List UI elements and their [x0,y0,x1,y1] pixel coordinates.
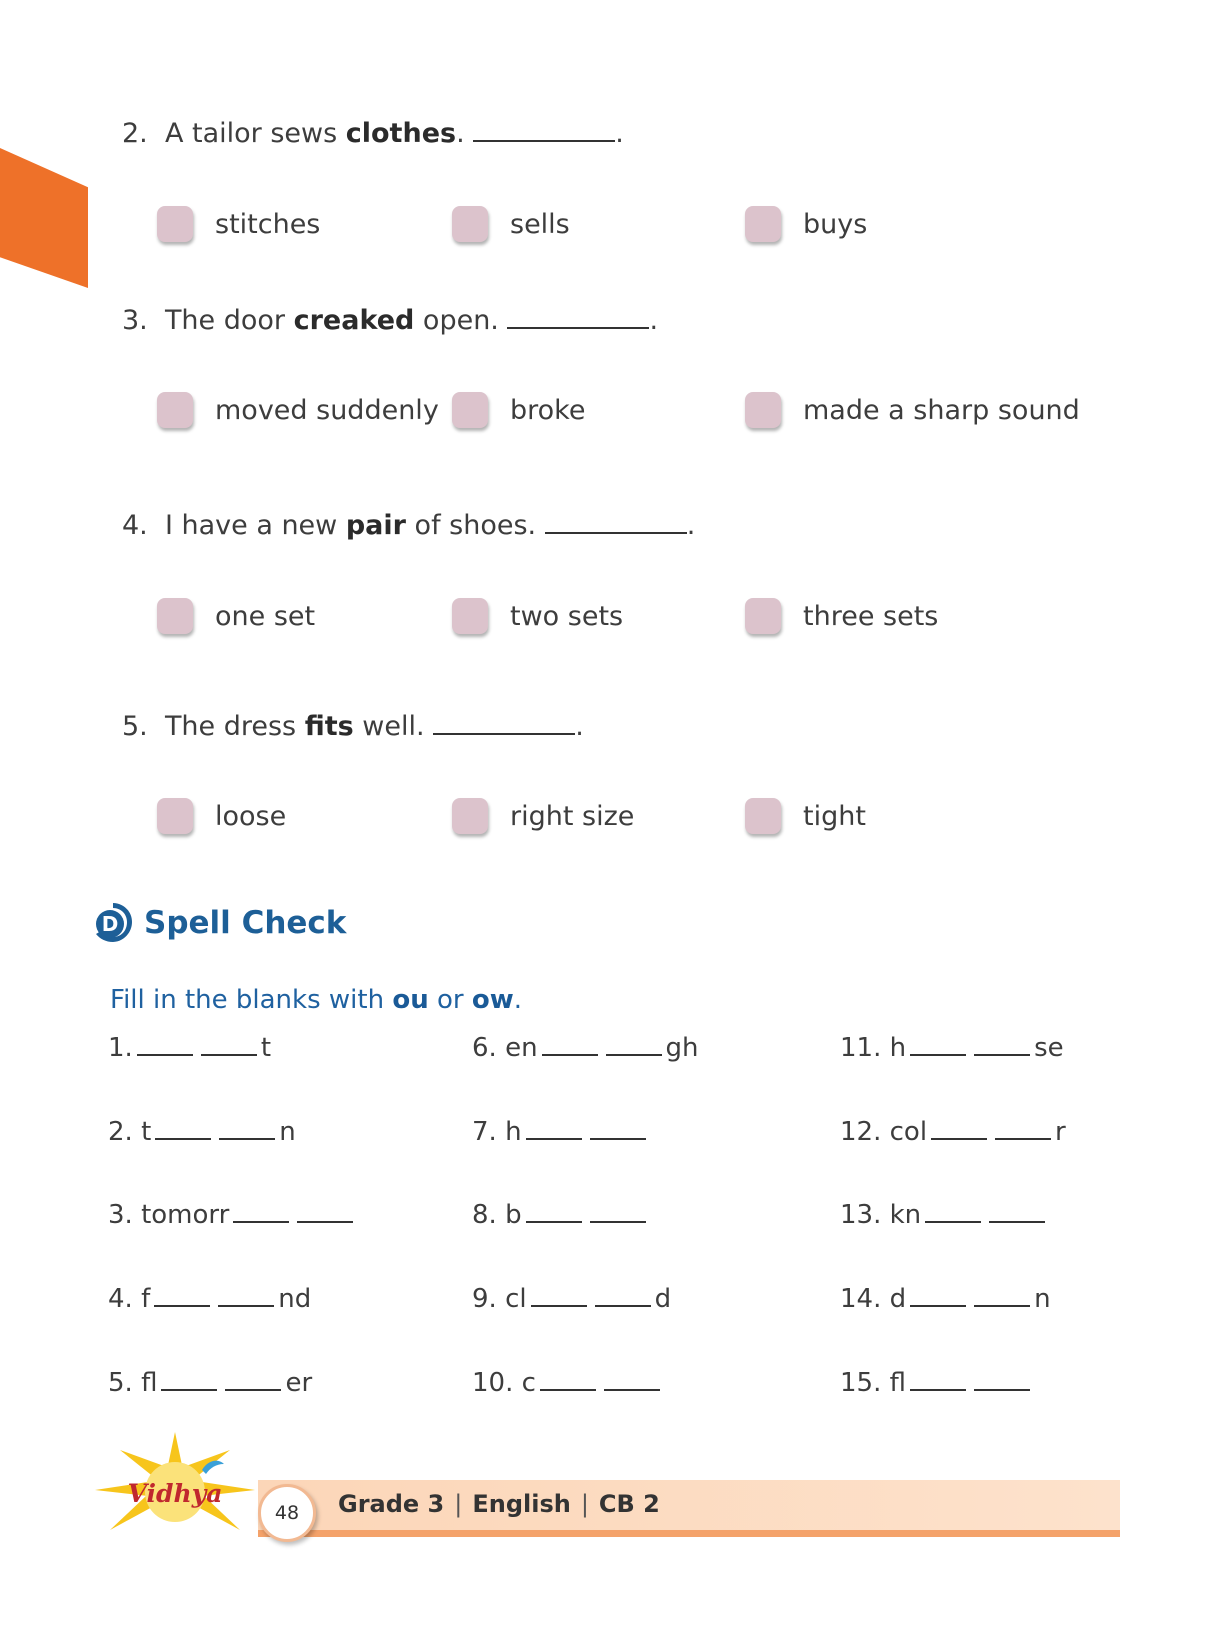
option-moved-suddenly[interactable]: moved suddenly [157,392,439,428]
spell-suffix: n [279,1117,296,1147]
spell-prefix: 10. c [472,1368,536,1398]
spell-item [840,1033,1064,1063]
spell-prefix: 7. h [472,1117,522,1147]
spell-blank[interactable] [910,1389,966,1391]
checkbox[interactable] [745,392,781,428]
spell-item [108,1117,296,1147]
spell-blank[interactable] [201,1054,257,1056]
spell-blank[interactable] [542,1054,598,1056]
spell-blank[interactable] [590,1138,646,1140]
spell-blank[interactable] [989,1221,1045,1223]
spell-blank[interactable] [590,1221,646,1223]
option-three-sets[interactable]: three sets [745,598,938,634]
vidhya-logo [90,1430,260,1540]
spell-blank[interactable] [526,1138,582,1140]
option-made-a-sharp-sound[interactable]: made a sharp sound [745,392,1080,428]
spell-blank[interactable] [606,1054,662,1056]
spell-item [108,1284,311,1314]
spell-prefix: 14. d [840,1284,907,1314]
spell-blank[interactable] [995,1138,1051,1140]
option-broke[interactable]: broke [452,392,585,428]
spell-blank[interactable] [974,1389,1030,1391]
spell-prefix: 13. kn [840,1200,922,1230]
checkbox[interactable] [157,598,193,634]
spell-blank[interactable] [604,1389,660,1391]
spell-suffix: er [285,1368,313,1398]
option-two-sets[interactable]: two sets [452,598,623,634]
spell-suffix: d [654,1284,672,1314]
spell-blank[interactable] [531,1305,587,1307]
spell-blank[interactable] [974,1054,1030,1056]
answer-blank[interactable] [473,140,615,142]
option-stitches[interactable]: stitches [157,206,320,242]
spell-prefix: 8. b [472,1200,522,1230]
checkbox[interactable] [452,206,488,242]
option-loose[interactable]: loose [157,798,286,834]
svg-text:Vidhya: Vidhya [127,1479,223,1508]
orange-page-tab [0,148,88,288]
spell-prefix: 6. en [472,1033,538,1063]
question-2: 2. A tailor sews clothes. . [122,118,624,149]
spell-blank[interactable] [931,1138,987,1140]
spell-item [472,1284,671,1314]
section-title: Spell Check [144,905,347,941]
checkbox[interactable] [157,206,193,242]
spell-item [108,1033,271,1063]
spell-prefix: 1. [108,1033,133,1063]
spell-blank[interactable] [974,1305,1030,1307]
spell-blank[interactable] [297,1221,353,1223]
footer-label: Grade 3 | English | CB 2 [338,1490,660,1518]
spell-item [840,1200,1049,1230]
answer-blank[interactable] [545,532,687,534]
spell-prefix: 11. h [840,1033,907,1063]
spell-item [840,1117,1066,1147]
answer-blank[interactable] [433,733,575,735]
spell-blank[interactable] [925,1221,981,1223]
page-number: 48 [258,1484,316,1542]
spell-suffix: gh [665,1033,699,1063]
spell-prefix: 4. f [108,1284,151,1314]
section-d-icon [90,900,136,946]
question-5: 5. The dress fits well. . [122,711,584,742]
spell-blank[interactable] [595,1305,651,1307]
spell-blank[interactable] [225,1389,281,1391]
checkbox[interactable] [157,798,193,834]
spell-item [840,1284,1051,1314]
spell-prefix: 5. fl [108,1368,158,1398]
checkbox[interactable] [452,798,488,834]
spell-blank[interactable] [219,1138,275,1140]
instruction-text: Fill in the blanks with ou or ow. [110,985,523,1015]
spell-suffix: n [1034,1284,1051,1314]
spell-blank[interactable] [540,1389,596,1391]
spell-item [108,1200,357,1230]
checkbox[interactable] [745,598,781,634]
checkbox[interactable] [745,206,781,242]
spell-prefix: 9. cl [472,1284,527,1314]
spell-suffix: r [1055,1117,1066,1147]
option-right-size[interactable]: right size [452,798,634,834]
checkbox[interactable] [452,598,488,634]
option-sells[interactable]: sells [452,206,570,242]
spell-blank[interactable] [910,1054,966,1056]
spell-prefix: 15. fl [840,1368,906,1398]
spell-blank[interactable] [161,1389,217,1391]
spell-suffix: se [1034,1033,1064,1063]
spell-item [472,1033,699,1063]
question-3: 3. The door creaked open. . [122,305,659,336]
spell-blank[interactable] [155,1138,211,1140]
spell-prefix: 12. col [840,1117,928,1147]
option-tight[interactable]: tight [745,798,866,834]
spell-suffix: nd [278,1284,312,1314]
svg-text:D: D [101,912,119,936]
spell-prefix: 2. t [108,1117,152,1147]
spell-suffix: t [260,1033,272,1063]
spell-item [108,1368,312,1398]
checkbox[interactable] [452,392,488,428]
spell-blank[interactable] [233,1221,289,1223]
spell-blank[interactable] [910,1305,966,1307]
section-heading [90,900,346,946]
checkbox[interactable] [157,392,193,428]
spell-prefix: 3. tomorr [108,1200,230,1230]
question-4: 4. I have a new pair of shoes. . [122,510,696,541]
spell-item [472,1368,664,1398]
option-one-set[interactable]: one set [157,598,315,634]
option-buys[interactable]: buys [745,206,867,242]
checkbox[interactable] [745,798,781,834]
spell-blank[interactable] [137,1054,193,1056]
spell-blank[interactable] [218,1305,274,1307]
spell-blank[interactable] [526,1221,582,1223]
spell-item [472,1117,650,1147]
answer-blank[interactable] [507,327,649,329]
spell-blank[interactable] [154,1305,210,1307]
spell-item [840,1368,1034,1398]
spell-item [472,1200,650,1230]
